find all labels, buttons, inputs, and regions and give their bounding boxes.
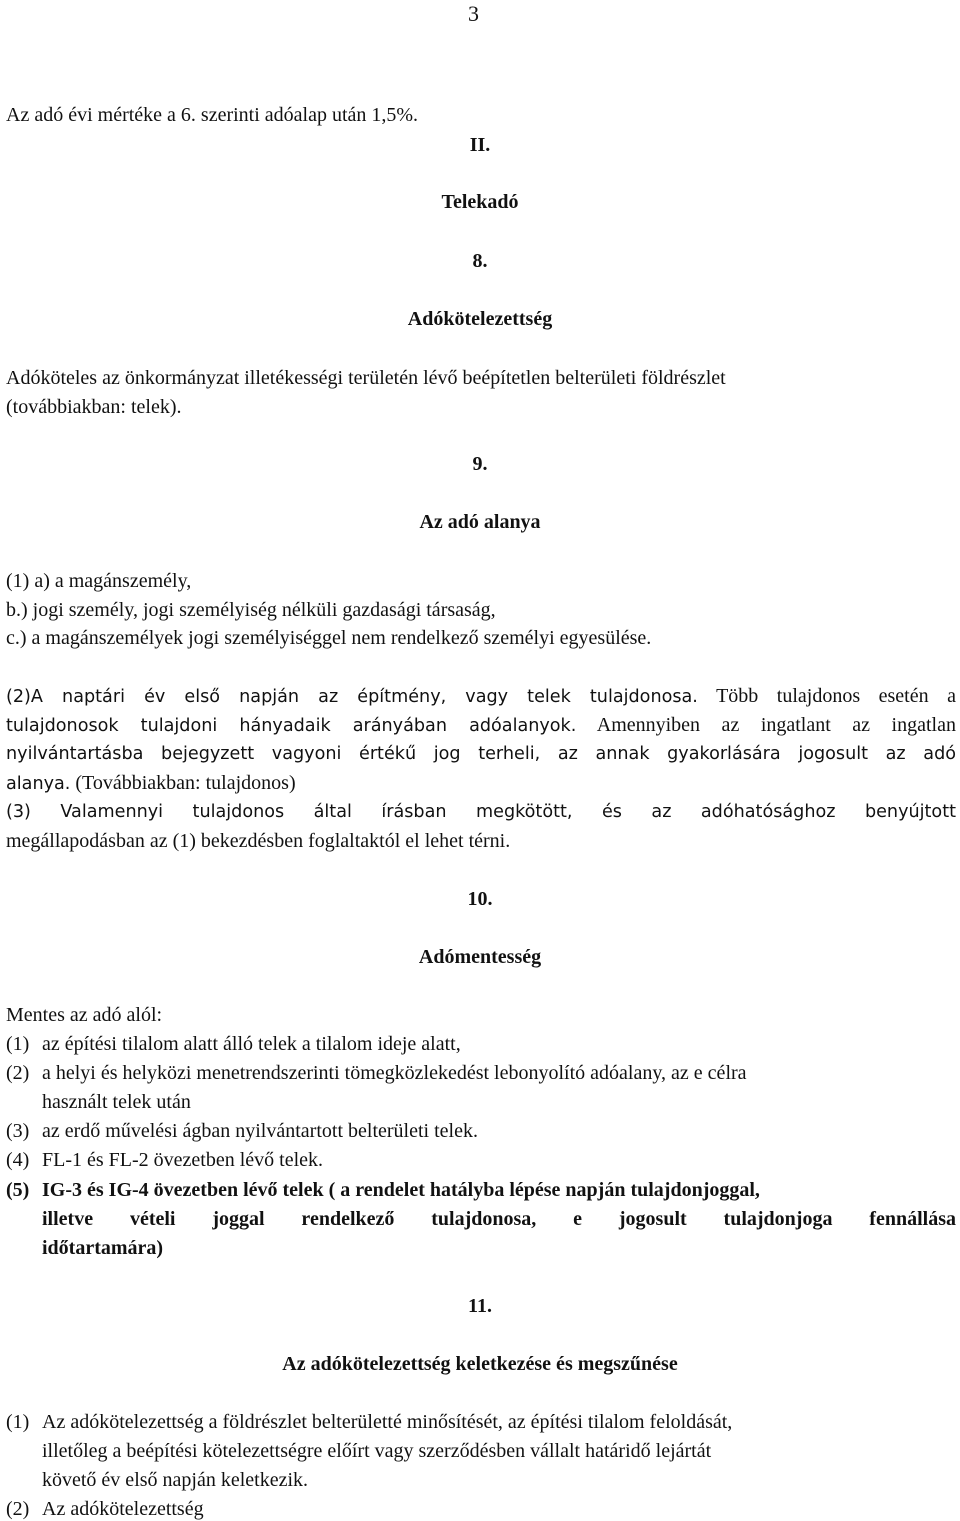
paragraph-line: (3) Valamennyi tulajdonos által írásban megkötött, és az adóhatósághoz benyújtott (6, 802, 956, 822)
paragraph-line: (továbbiakban: telek). (6, 396, 182, 418)
section-10-title: Adómentesség (418, 946, 542, 968)
section-8-title: Adókötelezettség (407, 308, 553, 330)
item-continuation: követő év első napján keletkezik. (42, 1469, 309, 1491)
item-continuation: illetve vételi joggal rendelkező tulajdonosa, e jogosult tulajdonjoga fennállása (42, 1208, 956, 1230)
paragraph-line (6, 713, 956, 738)
list-line: (1) a) a magánszemély, (6, 570, 192, 592)
paragraph-line: Adóköteles az önkormányzat illetékességi területén lévő beépítetlen belterületi földrészlet (6, 367, 726, 389)
item-continuation: használt telek után (42, 1091, 191, 1113)
item-continuation: időtartamára) (42, 1237, 164, 1259)
section-8-number: 8. (472, 250, 488, 272)
item-text: Az adókötelezettség a földrészlet belterületté minősítését, az építési tilalom feloldását, (42, 1411, 733, 1433)
text-run: Amennyiben az ingatlant az ingatlan (596, 714, 956, 736)
section-11-title: Az adókötelezettség keletkezése és megszűnése (282, 1353, 678, 1375)
page-number: 3 (468, 1, 479, 26)
section-11-number: 11. (468, 1295, 492, 1317)
paragraph-line (6, 771, 296, 796)
tax-rate-line: Az adó évi mértéke a 6. szerinti adóalap után 1,5%. (6, 104, 419, 126)
text-run: Több tulajdonos esetén a (716, 685, 956, 707)
paragraph-line: nyilvántartásba bejegyzett vagyoni értékű jog terheli, az annak gyakorlására jogosult az adó (6, 744, 956, 764)
item-number: (2) (6, 1062, 30, 1084)
item-number: (1) (6, 1411, 30, 1433)
item-text: IG-3 és IG-4 övezetben lévő telek ( a rendelet hatályba lépése napján tulajdonjoggal, (42, 1179, 760, 1201)
item-text: FL-1 és FL-2 övezetben lévő telek. (42, 1149, 324, 1171)
section-9-number: 9. (472, 453, 488, 475)
chapter-title: Telekadó (441, 191, 519, 213)
section-10-number: 10. (467, 888, 493, 910)
list-line: c.) a magánszemélyek jogi személyiséggel nem rendelkező személyi egyesülése. (6, 627, 652, 649)
item-number: (1) (6, 1033, 30, 1055)
item-number: (3) (6, 1120, 30, 1142)
item-number: (4) (6, 1149, 30, 1171)
paragraph-line: Mentes az adó alól: (6, 1004, 163, 1026)
text-run: (2)A naptári év első napján az építmény, vagy telek tulajdonosa. (6, 687, 698, 707)
text-run: (Továbbiakban: tulajdonos) (75, 772, 296, 794)
item-text: Az adókötelezettség (42, 1498, 204, 1520)
item-number: (2) (6, 1498, 30, 1520)
text-run: alanya. (6, 774, 71, 794)
list-line: b.) jogi személy, jogi személyiség nélküli gazdasági társaság, (6, 599, 496, 621)
item-continuation: illetőleg a beépítési kötelezettségre előírt vagy szerződésben vállalt határidő lejártát (42, 1440, 712, 1462)
paragraph-line (6, 684, 956, 709)
chapter-number: II. (469, 134, 491, 156)
section-9-title: Az adó alanya (419, 511, 541, 533)
paragraph-line: megállapodásban az (1) bekezdésben foglaltaktól el lehet térni. (6, 830, 511, 852)
item-text: az erdő művelési ágban nyilvántartott belterületi telek. (42, 1120, 478, 1142)
item-text: az építési tilalom alatt álló telek a tilalom ideje alatt, (42, 1033, 461, 1055)
item-number: (5) (6, 1179, 30, 1201)
item-text: a helyi és helyközi menetrendszerinti tömegközlekedést lebonyolító adóalany, az e célra (42, 1062, 747, 1084)
text-run: tulajdonosok tulajdoni hányadaik arányában adóalanyok. (6, 716, 577, 736)
